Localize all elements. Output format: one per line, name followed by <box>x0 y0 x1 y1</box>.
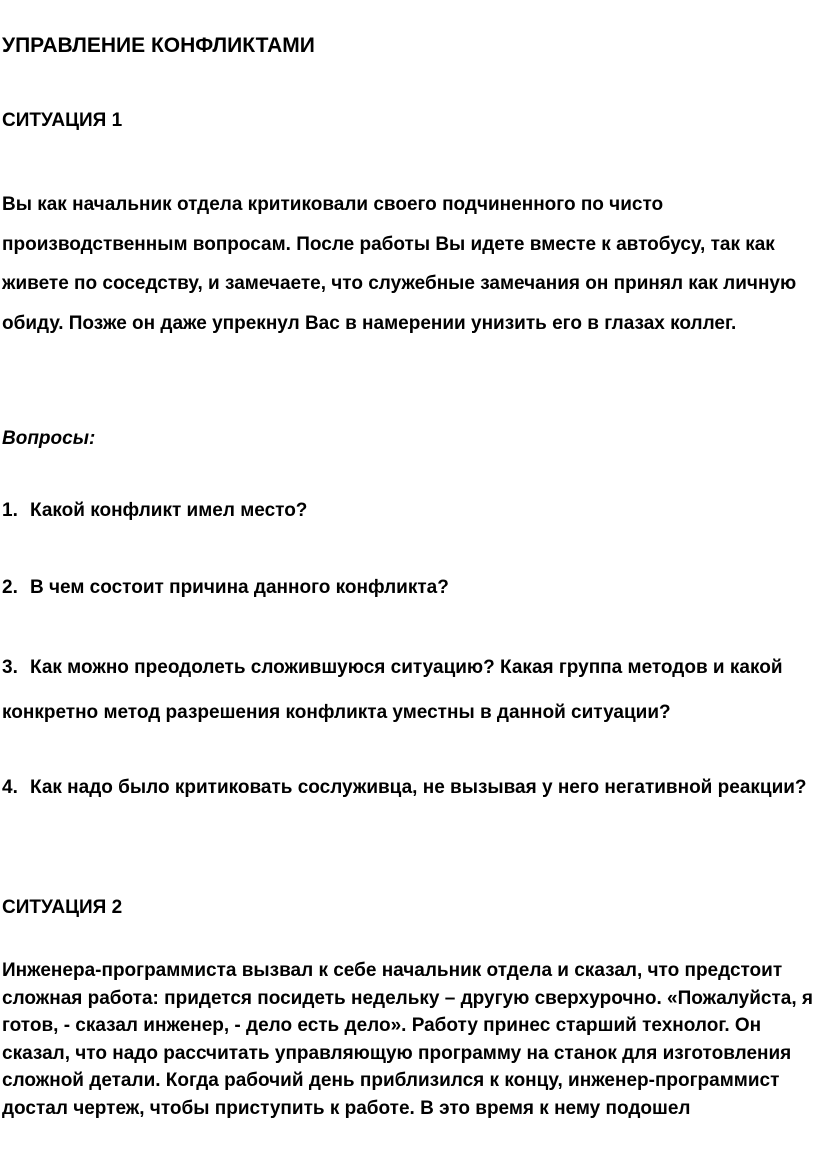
question-item-3 <box>2 645 814 735</box>
question-number: 2. <box>2 577 18 598</box>
question-text: Как можно преодолеть сложившуюся ситуацию? Какая группа методов и какой конкретно метод разрешения конфликта уместны в данной ситуации? <box>2 657 783 723</box>
questions-label: Вопросы: <box>2 428 96 449</box>
situation-2-text: Инженера-программиста вызвал к себе начальник отдела и сказал, что предстоит сложная работа: придется посидеть недельку – другую сверхурочно. «Пожалуйста, я готов, - сказал инженер, - дело есть дело». Работу принес старший технолог. Он сказал, что надо рассчитать управляющую программу на станок для изготовления сложной детали. Когда рабочий день приблизился к концу, инженер-программист достал чертеж, чтобы приступить к работе. В это время к нему подошел <box>2 960 814 1119</box>
question-item-2 <box>2 567 814 609</box>
question-item-1 <box>2 490 814 532</box>
question-text: Как надо было критиковать сослуживца, не вызывая у него негативной реакции? <box>30 777 807 798</box>
question-item-4 <box>2 768 814 808</box>
question-text: В чем состоит причина данного конфликта? <box>30 577 449 598</box>
situation-1-text: Вы как начальник отдела критиковали своего подчиненного по чисто производственным вопросам. После работы Вы идете вместе к автобусу, так как живете по соседству, и замечаете, что служебные замечания он принял как личную обиду. Позже он даже упрекнул Вас в намерении унизить его в глазах коллег. <box>2 194 797 334</box>
situation-2-heading: СИТУАЦИЯ 2 <box>2 897 123 918</box>
question-number: 4. <box>2 777 18 798</box>
question-number: 1. <box>2 500 18 521</box>
question-text: Какой конфликт имел место? <box>30 500 308 521</box>
question-number: 3. <box>2 657 18 678</box>
situation-1-heading: СИТУАЦИЯ 1 <box>2 110 123 131</box>
document-title: УПРАВЛЕНИЕ КОНФЛИКТАМИ <box>2 34 315 57</box>
